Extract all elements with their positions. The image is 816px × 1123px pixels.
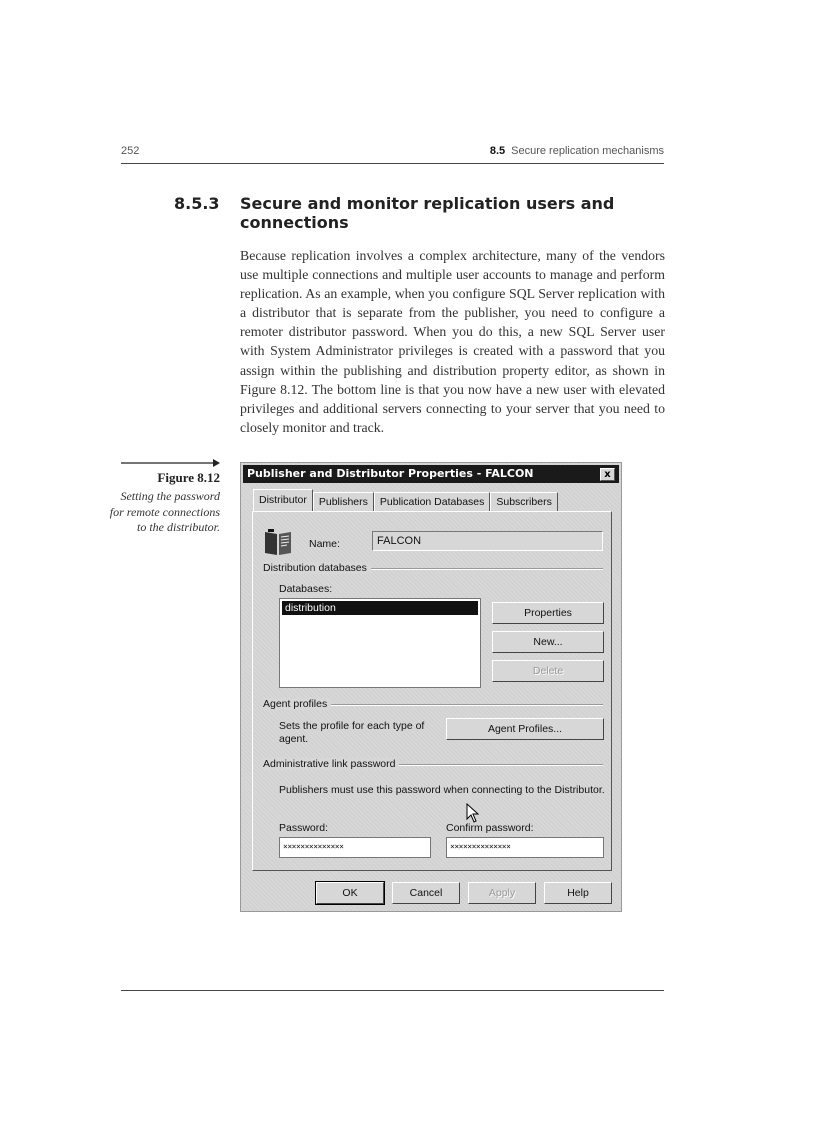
agent-group [263, 698, 603, 708]
figure-caption: Setting the password for remote connections to the distributor. [109, 489, 220, 534]
running-header-title: Secure replication mechanisms [511, 145, 664, 157]
section-title: Secure and monitor replication users and connections [240, 194, 615, 232]
running-header [490, 145, 664, 157]
dialog-title: Publisher and Distributor Properties - FALCON [247, 467, 534, 480]
databases-listbox[interactable] [279, 598, 481, 688]
apply-button[interactable]: Apply [468, 882, 536, 904]
cancel-button[interactable]: Cancel [392, 882, 460, 904]
book-icon [263, 528, 293, 556]
name-label: Name: [309, 538, 340, 550]
running-header-number: 8.5 [489, 145, 506, 157]
tab-publishers[interactable]: Publishers [313, 492, 374, 511]
figure-label: Figure 8.12 [157, 470, 220, 485]
properties-button[interactable]: Properties [492, 602, 604, 624]
section-number: 8.5.3 [174, 194, 220, 213]
delete-button[interactable]: Delete [492, 660, 604, 682]
confirm-password-field[interactable]: ×××××××××××××× [446, 837, 604, 858]
tab-publication-databases[interactable]: Publication Databases [374, 492, 490, 511]
password-label: Password: [279, 822, 329, 834]
dialog-titlebar [243, 465, 619, 483]
list-item[interactable]: distribution [282, 601, 478, 615]
name-field: FALCON [372, 531, 603, 551]
body-paragraph: Because replication involves a complex architecture, many of the vendors use multiple connections and multiple user accounts to manage and perform replication. As an example, when you configure SQL Server replication with a distributor that is separate from the publisher, you need to configure a remoter distributor password. When you do this, a new SQL Server user with System Administrator privileges is created with a password that you assign within the publishing and distribution property editor, as shown in Figure 8.12. The bottom line is that you now have a new user with elevated privileges and additional servers connecting to your server that you need to closely monitor and track. [240, 248, 665, 435]
ok-button[interactable]: OK [316, 882, 384, 904]
tab-strip [253, 492, 558, 512]
close-button[interactable]: x [600, 468, 615, 481]
distribution-group [263, 562, 603, 572]
agent-profiles-button[interactable]: Agent Profiles... [446, 718, 604, 740]
tab-distributor[interactable]: Distributor [253, 489, 313, 511]
agent-group-label: Agent profiles [263, 698, 331, 710]
admin-group [263, 758, 603, 768]
tab-subscribers[interactable]: Subscribers [490, 492, 557, 511]
footer-rule [121, 990, 664, 991]
caption-arrow-icon [121, 457, 220, 469]
new-button[interactable]: New... [492, 631, 604, 653]
databases-label: Databases: [279, 583, 333, 595]
confirm-password-label: Confirm password: [446, 822, 534, 834]
mouse-cursor-icon [466, 803, 480, 823]
admin-group-label: Administrative link password [263, 758, 399, 770]
properties-dialog [240, 462, 622, 912]
distributor-panel [252, 511, 612, 871]
help-button[interactable]: Help [544, 882, 612, 904]
password-field[interactable]: ×××××××××××××× [279, 837, 431, 858]
page-number: 252 [121, 145, 140, 157]
header-rule [121, 163, 664, 164]
distribution-group-label: Distribution databases [263, 562, 371, 574]
publishers-note: Publishers must use this password when connecting to the Distributor. [279, 784, 605, 796]
agent-description: Sets the profile for each type of agent. [279, 720, 425, 745]
